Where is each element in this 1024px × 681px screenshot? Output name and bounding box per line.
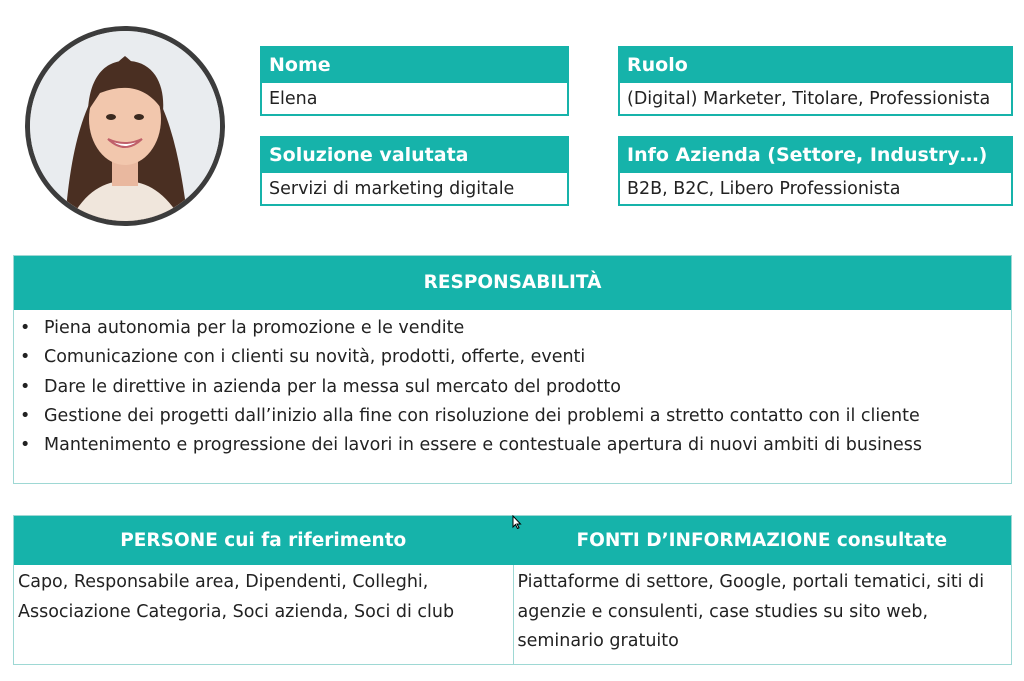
field-azienda-label: Info Azienda (Settore, Industry…) (620, 138, 1011, 173)
field-ruolo (618, 46, 1013, 116)
list-item (20, 314, 1011, 343)
persone-cell (14, 565, 513, 665)
bullet-icon: • (20, 347, 31, 368)
fonti-line: Piattaforme di settore, Google, portali tematici, siti di (517, 572, 985, 592)
bullet-icon: • (20, 435, 31, 456)
field-soluzione-label: Soluzione valutata (262, 138, 567, 173)
persone-fonti-table (13, 515, 1012, 665)
list-item (20, 343, 1011, 372)
bullet-icon: • (20, 376, 31, 397)
list-item-text: Gestione dei progetti dall’inizio alla fine con risoluzione dei problemi a stretto contatto con il cliente (44, 405, 920, 426)
list-item (20, 402, 1011, 431)
list-item-text: Dare le direttive in azienda per la messa sul mercato del prodotto (44, 376, 621, 397)
fonti-line: agenzie e consulenti, case studies su sito web, (517, 601, 929, 622)
fonti-line: seminario gratuito (517, 631, 679, 651)
list-item-text: Mantenimento e progressione dei lavori in essere e contestuale apertura di nuovi ambiti di business (44, 435, 923, 456)
field-soluzione (260, 136, 569, 206)
table-body-row (14, 565, 1011, 665)
list-item (20, 431, 1011, 460)
field-azienda (618, 136, 1013, 206)
mouse-pointer-icon (512, 514, 522, 533)
bullet-icon: • (20, 318, 31, 338)
responsabilita-list (14, 310, 1011, 460)
field-nome (260, 46, 569, 116)
list-item-text: Comunicazione con i clienti su novità, prodotti, offerte, eventi (44, 347, 586, 368)
fonti-cell (513, 565, 1012, 665)
bullet-icon: • (20, 405, 31, 426)
field-ruolo-value: (Digital) Marketer, Titolare, Professionista (627, 89, 991, 109)
field-nome-value: Elena (269, 89, 318, 109)
field-nome-label: Nome (262, 48, 567, 83)
field-soluzione-value: Servizi di marketing digitale (269, 179, 515, 199)
list-item (20, 373, 1011, 402)
persone-line: Associazione Categoria, Soci azienda, Soci di club (18, 601, 455, 622)
persona-avatar (25, 26, 225, 226)
list-item-text: Piena autonomia per la promozione e le vendite (44, 318, 465, 338)
field-azienda-value: B2B, B2C, Libero Professionista (627, 179, 901, 199)
responsabilita-title: RESPONSABILITÀ (14, 256, 1011, 310)
field-ruolo-label: Ruolo (620, 48, 1011, 83)
persone-line: Capo, Responsabile area, Dipendenti, Colleghi, (18, 572, 429, 592)
persona-portrait-image (30, 31, 220, 221)
persone-title: PERSONE cui fa riferimento (120, 530, 407, 551)
fonti-title: FONTI D’INFORMAZIONE consultate (576, 530, 948, 551)
responsabilita-section (13, 255, 1012, 484)
